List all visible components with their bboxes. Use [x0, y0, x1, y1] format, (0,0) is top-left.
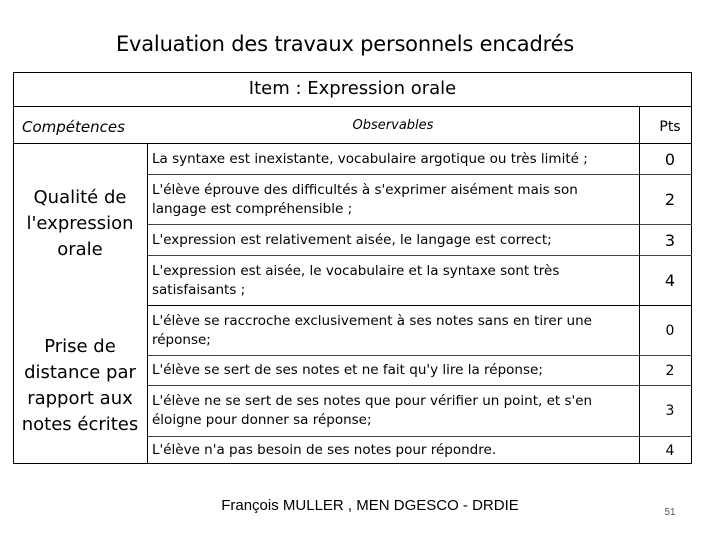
points-cell: 0	[665, 322, 675, 339]
footer-credit: François MULLER , MEN DGESCO - DRDIE	[221, 497, 519, 514]
slide-title: Evaluation des travaux personnels encadrés	[115, 32, 575, 56]
header-competences: Compétences	[22, 118, 125, 136]
page-number: 51	[664, 507, 676, 518]
column-divider	[147, 143, 148, 464]
item-title: Item : Expression orale	[248, 78, 457, 99]
observable-cell: L'expression est aisée, le vocabulaire et la syntaxe sont très satisfaisants ;	[152, 262, 560, 298]
competence-label: Qualité de l'expression orale	[26, 187, 134, 260]
observable-cell: L'expression est relativement aisée, le langage est correct;	[152, 231, 552, 248]
observable-cell: L'élève ne se sert de ses notes que pour vérifier un point, et s'en éloigne pour donner sa réponse;	[152, 393, 593, 428]
points-cell: 4	[664, 271, 676, 290]
competence-label: Prise de distance par rapport aux notes écrites	[21, 336, 139, 435]
observable-cell: L'élève se sert de ses notes et ne fait qu'y lire la réponse;	[152, 362, 543, 378]
header-observables: Observables	[352, 118, 434, 133]
points-cell: 2	[665, 362, 675, 379]
observable-cell: La syntaxe est inexistante, vocabulaire argotique ou très limité ;	[152, 150, 588, 167]
observable-cell: L'élève éprouve des difficultés à s'exprimer aisément mais son langage est compréhensible ;	[152, 181, 578, 217]
points-cell: 0	[664, 149, 676, 169]
points-cell: 2	[664, 190, 676, 209]
header-pts: Pts	[659, 119, 681, 135]
table-divider	[13, 106, 692, 107]
points-cell: 3	[665, 403, 675, 419]
points-cell: 4	[665, 442, 675, 459]
observable-cell: L'élève se raccroche exclusivement à ses notes sans en tirer une réponse;	[152, 312, 592, 348]
points-cell: 3	[664, 230, 676, 250]
observable-cell: L'élève n'a pas besoin de ses notes pour répondre.	[152, 442, 497, 458]
